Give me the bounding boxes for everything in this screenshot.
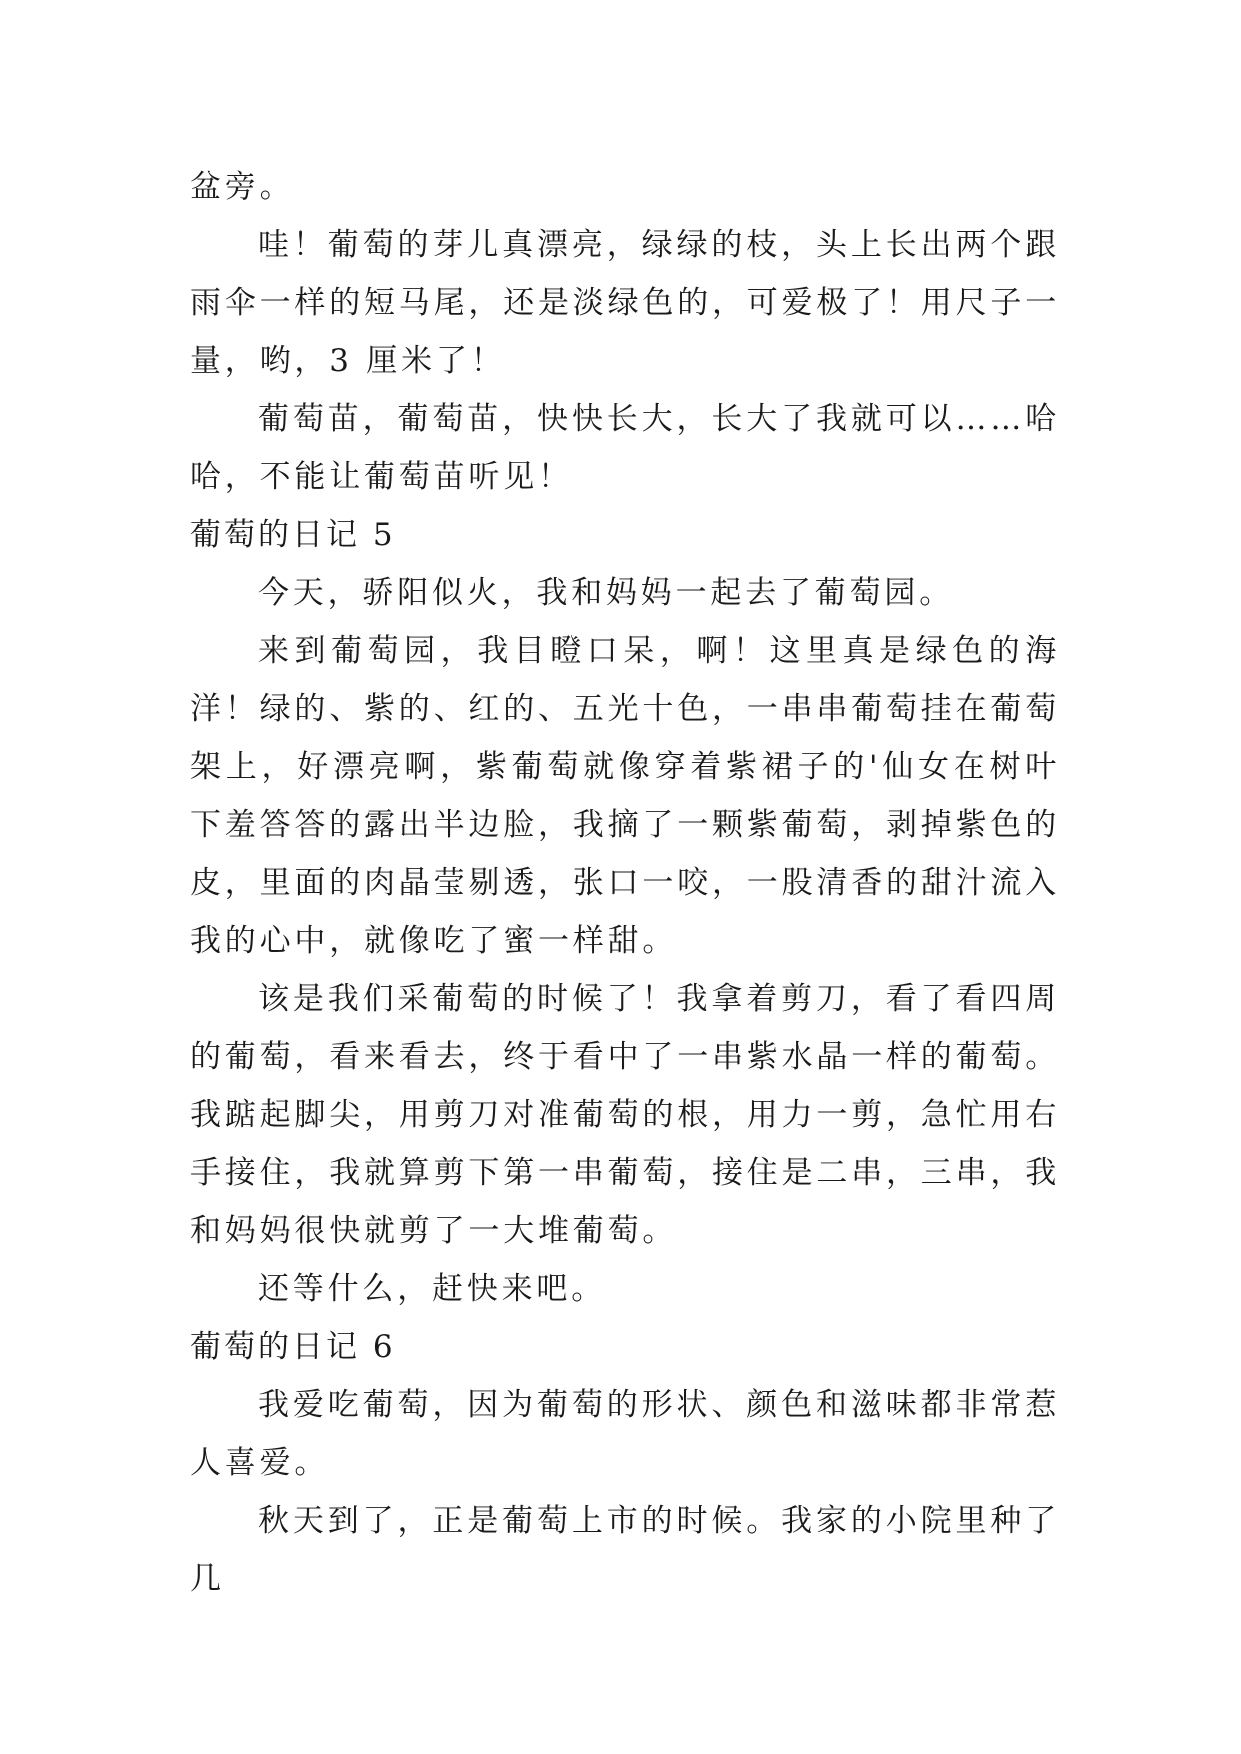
paragraph-picking-grapes: 该是我们采葡萄的时候了！我拿着剪刀，看了看四周的葡萄，看来看去，终于看中了一串紫水晶一样的葡萄。我踮起脚尖，用剪刀对准葡萄的根，用力一剪，急忙用右手接住，我就算剪下第一串葡萄，接住是二串，三串，我和妈妈很快就剪了一大堆葡萄。 <box>190 981 1060 1249</box>
document-page <box>190 158 1060 1608</box>
heading-diary-5: 葡萄的日记 5 <box>190 517 396 553</box>
paragraph-vineyard-trip: 今天，骄阳似火，我和妈妈一起去了葡萄园。 <box>258 575 954 611</box>
paragraph-continuation: 盆旁。 <box>190 169 295 205</box>
paragraph-grape-sprout: 哇！葡萄的芽儿真漂亮，绿绿的枝，头上长出两个跟雨伞一样的短马尾，还是淡绿色的，可爱极了！用尺子一量，哟，3 厘米了！ <box>190 227 1060 379</box>
paragraph-grow-up: 葡萄苗，葡萄苗，快快长大，长大了我就可以……哈哈，不能让葡萄苗听见！ <box>190 401 1060 495</box>
heading-diary-6: 葡萄的日记 6 <box>190 1329 396 1365</box>
paragraph-come-quickly: 还等什么，赶快来吧。 <box>258 1271 606 1307</box>
paragraph-vineyard-scene: 来到葡萄园，我目瞪口呆，啊！这里真是绿色的海洋！绿的、紫的、红的、五光十色，一串串葡萄挂在葡萄架上，好漂亮啊，紫葡萄就像穿着紫裙子的'仙女在树叶下羞答答的露出半边脸，我摘了一颗紫葡萄，剥掉紫色的皮，里面的肉晶莹剔透，张口一咬，一股清香的甜汁流入我的心中，就像吃了蜜一样甜。 <box>190 633 1060 959</box>
paragraph-autumn: 秋天到了，正是葡萄上市的时候。我家的小院里种了几 <box>190 1503 1060 1597</box>
paragraph-love-grapes: 我爱吃葡萄，因为葡萄的形状、颜色和滋味都非常惹人喜爱。 <box>190 1387 1060 1481</box>
